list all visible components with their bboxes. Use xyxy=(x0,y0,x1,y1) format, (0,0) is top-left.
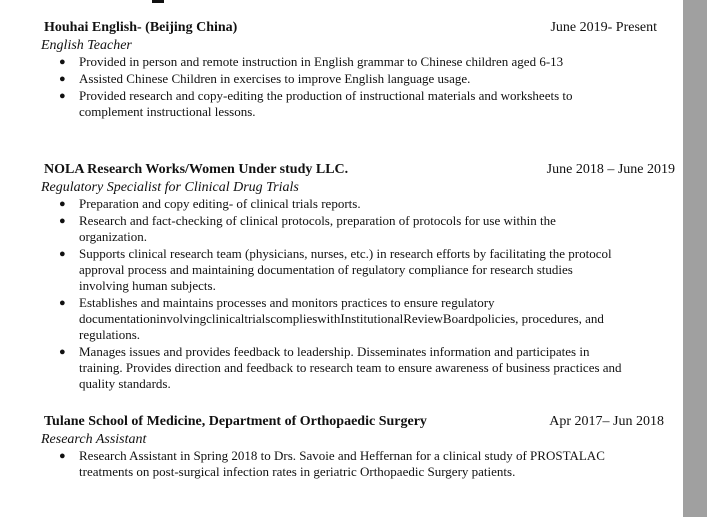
entry-header xyxy=(44,161,675,179)
date-range: Apr 2017– Jun 2018 xyxy=(549,414,664,429)
responsibility-item: ● Preparation and copy editing- of clinical trials reports. xyxy=(59,196,361,211)
responsibility-item: ● Establishes and maintains processes and monitors practices to ensure regulatory documentationinvolvingclinicaltrialscomplieswithInstitutionalReviewBoardpolicies, procedures, and regulations. xyxy=(59,295,604,342)
bullet-icon: ● xyxy=(59,346,66,358)
responsibility-item: ● Supports clinical research team (physicians, nurses, etc.) in research efforts by facilitating the protocol approval process and maintaining documentation of regulatory compliance for research studies involving human subjects. xyxy=(59,246,612,293)
bullet-icon: ● xyxy=(59,56,66,68)
entry-header xyxy=(44,19,657,37)
entry-header xyxy=(44,413,664,431)
experience-entry xyxy=(41,161,675,393)
bullet-icon: ● xyxy=(59,90,66,102)
vertical-scrollbar[interactable] xyxy=(683,0,707,517)
job-title: Research Assistant xyxy=(41,432,147,447)
bullet-icon: ● xyxy=(59,248,66,260)
responsibility-item: ● Provided research and copy-editing the production of instructional materials and worksheets to complement instructional lessons. xyxy=(59,88,573,119)
experience-entry xyxy=(41,413,664,481)
bullet-icon: ● xyxy=(59,73,66,85)
job-title: English Teacher xyxy=(41,38,132,53)
responsibility-item: ● Research and fact-checking of clinical protocols, preparation of protocols for use within the organization. xyxy=(59,213,556,244)
bullet-icon: ● xyxy=(59,450,66,462)
responsibility-list xyxy=(44,54,644,120)
date-range: June 2018 – June 2019 xyxy=(546,162,675,177)
responsibility-item: ● Manages issues and provides feedback to leadership. Disseminates information and participates in training. Provides direction and feedback to research team to ensure awareness of business practices and quality standards. xyxy=(59,344,622,391)
experience-entry xyxy=(41,19,657,121)
bullet-icon: ● xyxy=(59,215,66,227)
organization-name: Houhai English- (Beijing China) xyxy=(44,20,238,35)
organization-name: NOLA Research Works/Women Under study LLC. xyxy=(44,162,349,177)
date-range: June 2019- Present xyxy=(550,20,657,35)
bullet-icon: ● xyxy=(59,198,66,210)
responsibility-item: ● Provided in person and remote instruction in English grammar to Chinese children aged 6-13 xyxy=(59,54,564,69)
responsibility-item: ● Research Assistant in Spring 2018 to Drs. Savoie and Heffernan for a clinical study of PROSTALAC treatments on post-surgical infection rates in geriatric Orthopaedic Surgery patients. xyxy=(59,448,605,479)
bullet-icon: ● xyxy=(59,297,66,309)
responsibility-list xyxy=(44,448,644,480)
responsibility-list xyxy=(44,196,644,392)
organization-name: Tulane School of Medicine, Department of Orthopaedic Surgery xyxy=(44,414,427,429)
responsibility-item: ● Assisted Chinese Children in exercises to improve English language usage. xyxy=(59,71,471,86)
cut-off-heading-fragment xyxy=(152,0,164,3)
job-title: Regulatory Specialist for Clinical Drug Trials xyxy=(41,180,299,195)
